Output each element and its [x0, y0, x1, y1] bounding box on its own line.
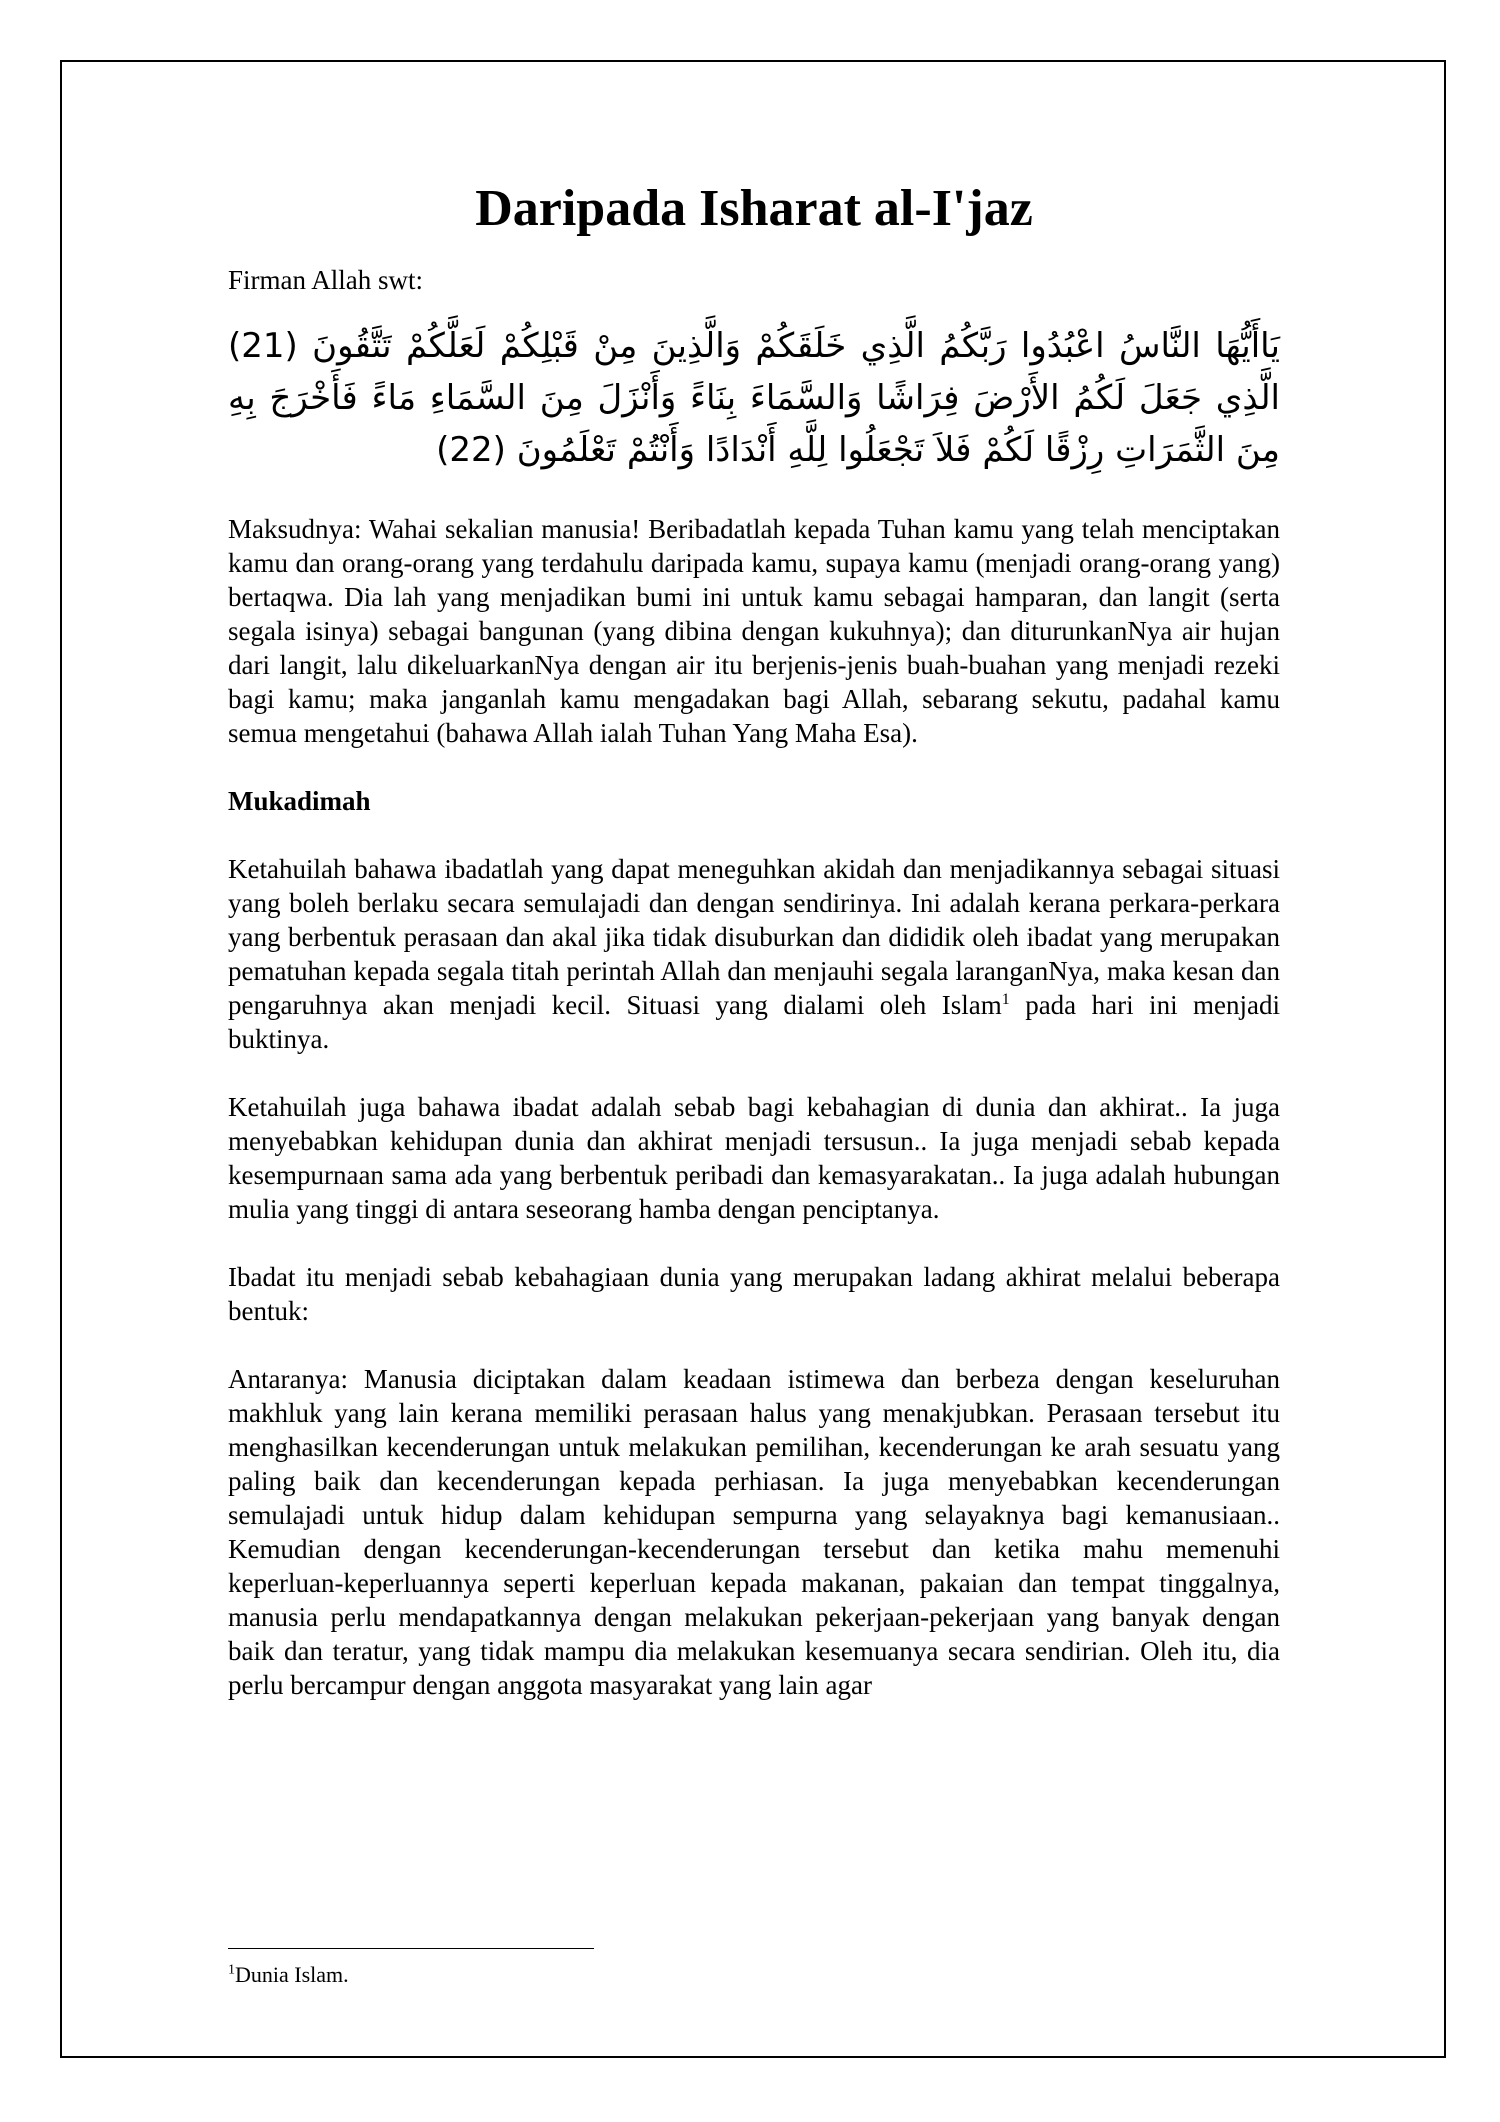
footnote-divider — [228, 1948, 594, 1949]
paragraph-4: Antaranya: Manusia diciptakan dalam keadaan istimewa dan berbeza dengan keseluruhan makhluk yang lain kerana memiliki perasaan halus yang menakjubkan. Perasaan tersebut itu menghasilkan kecenderungan untuk melakukan pemilihan, kecenderungan ke arah sesuatu yang paling baik dan kecenderungan kepada perhiasan. Ia juga menyebabkan kecenderungan semulajadi untuk hidup dalam kehidupan sempurna yang selayaknya bagi kemanusiaan.. Kemudian dengan kecenderungan-kecenderungan tersebut dan ketika mahu memenuhi keperluan-keperluannya seperti keperluan kepada makanan, pakaian dan tempat tinggalnya, manusia perlu mendapatkannya dengan melakukan pekerjaan-pekerjaan yang banyak dengan baik dan teratur, yang tidak mampu dia melakukan kesemuanya secara sendirian. Oleh itu, dia perlu bercampur dengan anggota masyarakat yang lain agar — [228, 1364, 1280, 1701]
paragraph-1-text-before: Ketahuilah bahawa ibadatlah yang dapat meneguhkan akidah dan menjadikannya sebagai situasi yang boleh berlaku secara semulajadi dan dengan sendirinya. Ini adalah kerana perkara-perkara yang berbentuk perasaan dan akal jika tidak disuburkan dan dididik oleh ibadat yang merupakan pematuhan kepada segala titah perintah Allah dan menjauhi segala laranganNya, maka kesan dan pengaruhnya akan menjadi kecil. Situasi yang dialami oleh Islam — [228, 854, 1280, 1021]
document-title: Daripada Isharat al-I'jaz — [475, 180, 1033, 237]
document-body — [228, 178, 1280, 1736]
paragraph-1-text-after: pada hari ini menjadi buktinya. — [228, 990, 1280, 1055]
section-heading: Mukadimah — [228, 786, 371, 817]
paragraph-1 — [228, 852, 1280, 1056]
footnote-text: Dunia Islam. — [235, 1962, 349, 1987]
paragraph-2: Ketahuilah juga bahawa ibadat adalah sebab bagi kebahagian di dunia dan akhirat.. Ia juga menyebabkan kehidupan dunia dan akhirat menjadi tersusun.. Ia juga menjadi sebab kepada kesempurnaan sama ada yang berbentuk peribadi dan kemasyarakatan.. Ia juga adalah hubungan mulia yang tinggi di antara seseorang hamba dengan penciptanya. — [228, 1092, 1280, 1225]
intro-line: Firman Allah swt: — [228, 265, 423, 296]
translation-paragraph: Maksudnya: Wahai sekalian manusia! Beribadatlah kepada Tuhan kamu yang telah menciptakan kamu dan orang-orang yang terdahulu daripada kamu, supaya kamu (menjadi orang-orang yang) bertaqwa. Dia lah yang menjadikan bumi ini untuk kamu sebagai hamparan, dan langit (serta segala isinya) sebagai bangunan (yang dibina dengan kukuhnya); dan diturunkanNya air hujan dari langit, lalu dikeluarkanNya dengan air itu berjenis-jenis buah-buahan yang menjadi rezeki bagi kamu; maka janganlah kamu mengadakan bagi Allah, sebarang sekutu, padahal kamu semua mengetahui (bahawa Allah ialah Tuhan Yang Maha Esa). — [228, 514, 1280, 749]
footnote-reference[interactable]: 1 — [1001, 991, 1010, 1009]
paragraph-3: Ibadat itu menjadi sebab kebahagiaan dunia yang merupakan ladang akhirat melalui beberapa bentuk: — [228, 1262, 1280, 1327]
arabic-verse: يَاأَيُّهَا النَّاسُ اعْبُدُوا رَبَّكُمُ الَّذِي خَلَقَكُمْ وَالَّذِينَ مِنْ قَبْلِكُمْ لَعَلَّكُمْ تَتَّقُونَ (21) الَّذِي جَعَلَ لَكُمُ الأَرْضَ فِرَاشًا وَالسَّمَاءَ بِنَاءً وَأَنْزَلَ مِنَ السَّمَاءِ مَاءً فَأَخْرَجَ بِهِ مِنَ الثَّمَرَاتِ رِزْقًا لَكُمْ فَلاَ تَجْعَلُوا لِلَّهِ أَنْدَادًا وَأَنْتُمْ تَعْلَمُونَ (22) — [228, 326, 1280, 471]
footnote-mark: 1 — [228, 1962, 235, 1978]
footnote — [228, 1960, 349, 1990]
